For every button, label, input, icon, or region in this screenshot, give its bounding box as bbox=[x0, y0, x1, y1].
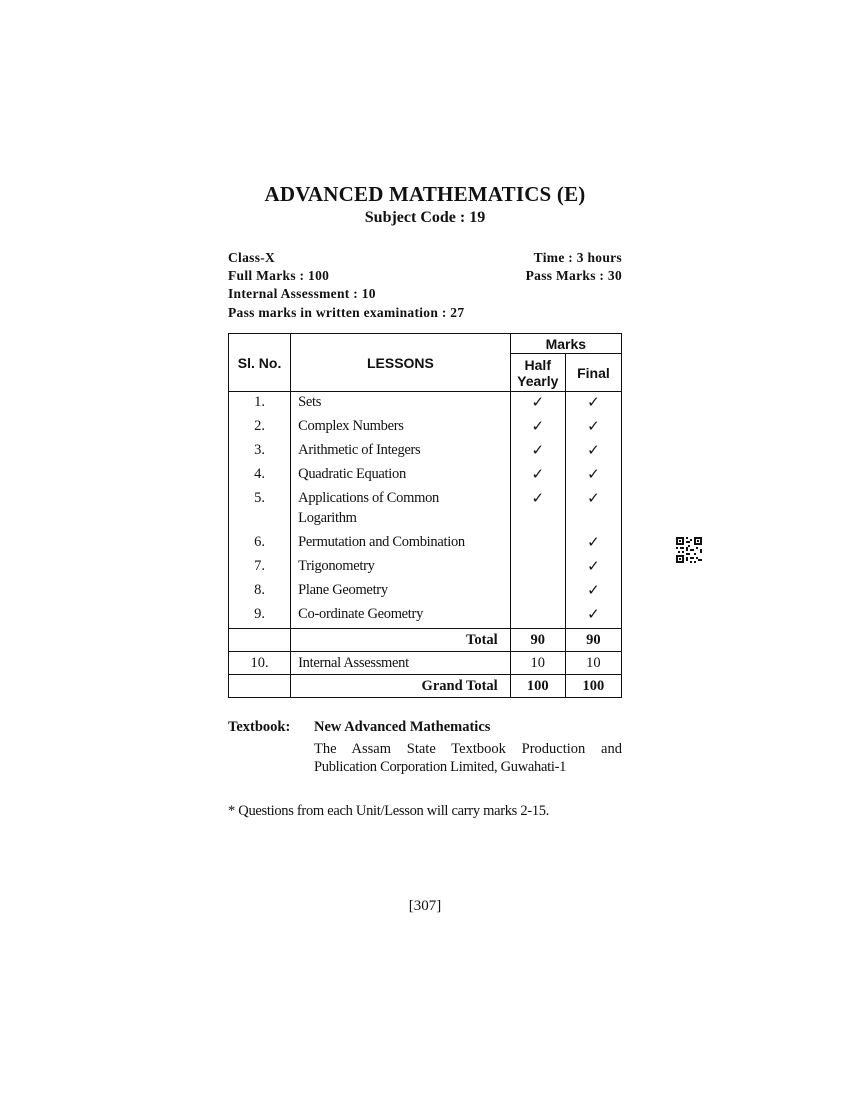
total-half-yearly: 90 bbox=[510, 629, 565, 652]
textbook-title: New Advanced Mathematics bbox=[314, 719, 491, 735]
row-number: 8. bbox=[229, 580, 291, 604]
lesson-name: Co-ordinate Geometry bbox=[291, 604, 511, 629]
total-final: 90 bbox=[565, 629, 621, 652]
header-half-yearly-line1: Half bbox=[524, 356, 551, 373]
internal-half-yearly: 10 bbox=[510, 652, 565, 675]
half-yearly-check-icon: ✓ bbox=[510, 416, 565, 440]
class-label: Class-X bbox=[228, 250, 276, 265]
final-check-icon: ✓ bbox=[565, 580, 621, 604]
header-sl-no: Sl. No. bbox=[229, 334, 291, 392]
grand-total-half-yearly: 100 bbox=[510, 675, 565, 698]
qr-code-icon bbox=[676, 537, 702, 563]
header-half-yearly-line2: Yearly bbox=[517, 372, 559, 389]
header-final: Final bbox=[565, 354, 621, 392]
lesson-name: Trigonometry bbox=[291, 556, 511, 580]
final-check-icon: ✓ bbox=[565, 604, 621, 629]
grand-total-final: 100 bbox=[565, 675, 621, 698]
total-label: Total bbox=[291, 629, 511, 652]
final-check-icon: ✓ bbox=[565, 440, 621, 464]
lesson-name bbox=[291, 488, 511, 532]
row-number: 7. bbox=[229, 556, 291, 580]
final-check-icon: ✓ bbox=[565, 556, 621, 580]
lesson-name-line2: Logarithm bbox=[298, 510, 357, 526]
subject-code: Subject Code : 19 bbox=[364, 209, 486, 226]
lesson-name: Complex Numbers bbox=[291, 416, 511, 440]
meta-row-1 bbox=[228, 250, 622, 266]
row-number: 2. bbox=[229, 416, 291, 440]
total-row bbox=[229, 629, 622, 652]
page-number: [307] bbox=[408, 898, 442, 914]
row-number: 5. bbox=[229, 488, 291, 532]
grand-total-row bbox=[229, 675, 622, 698]
row-number: 9. bbox=[229, 604, 291, 629]
time-label: Time : 3 hours bbox=[533, 250, 622, 265]
grand-total-label: Grand Total bbox=[291, 675, 511, 698]
header-lessons: LESSONS bbox=[291, 334, 511, 392]
table-row bbox=[229, 440, 622, 464]
internal-assessment-label: Internal Assessment : 10 bbox=[228, 286, 376, 301]
marks-note: * Questions from each Unit/Lesson will carry marks 2-15. bbox=[228, 803, 550, 819]
internal-assessment-label: Internal Assessment bbox=[291, 652, 511, 675]
table-row bbox=[229, 556, 622, 580]
publisher-line-1: The Assam State Textbook Production and bbox=[314, 741, 622, 757]
full-marks-label: Full Marks : 100 bbox=[228, 268, 330, 283]
final-check-icon: ✓ bbox=[565, 464, 621, 488]
lesson-name: Permutation and Combination bbox=[291, 532, 511, 556]
lesson-name-line1: Applications of Common bbox=[298, 490, 439, 506]
row-number: 10. bbox=[229, 652, 291, 675]
lesson-name: Arithmetic of Integers bbox=[291, 440, 511, 464]
half-yearly-check-icon: ✓ bbox=[510, 488, 565, 532]
internal-assessment-row bbox=[229, 652, 622, 675]
pass-marks-label: Pass Marks : 30 bbox=[525, 268, 622, 283]
half-yearly-check-icon: ✓ bbox=[510, 392, 565, 417]
row-number: 4. bbox=[229, 464, 291, 488]
marks-table bbox=[228, 333, 622, 698]
header-marks: Marks bbox=[510, 334, 621, 354]
table-row bbox=[229, 416, 622, 440]
internal-final: 10 bbox=[565, 652, 621, 675]
lesson-name: Sets bbox=[291, 392, 511, 417]
final-check-icon: ✓ bbox=[565, 416, 621, 440]
half-yearly-check-icon: ✓ bbox=[510, 464, 565, 488]
grand-total-empty-cell bbox=[229, 675, 291, 698]
half-yearly-check-icon bbox=[510, 556, 565, 580]
lesson-name: Quadratic Equation bbox=[291, 464, 511, 488]
table-row bbox=[229, 392, 622, 417]
table-row bbox=[229, 464, 622, 488]
final-check-icon: ✓ bbox=[565, 532, 621, 556]
half-yearly-check-icon bbox=[510, 532, 565, 556]
pass-written-label: Pass marks in written examination : 27 bbox=[228, 305, 465, 320]
document-title: ADVANCED MATHEMATICS (E) bbox=[264, 182, 586, 206]
textbook-label: Textbook: bbox=[228, 719, 291, 735]
table-row bbox=[229, 532, 622, 556]
half-yearly-check-icon bbox=[510, 604, 565, 629]
meta-row-4 bbox=[228, 305, 622, 321]
row-number: 6. bbox=[229, 532, 291, 556]
publisher-line-2: Publication Corporation Limited, Guwahati-1 bbox=[314, 759, 567, 775]
final-check-icon: ✓ bbox=[565, 392, 621, 417]
table-row bbox=[229, 488, 622, 532]
row-number: 3. bbox=[229, 440, 291, 464]
meta-row-3 bbox=[228, 286, 622, 302]
header-half-yearly bbox=[510, 354, 565, 392]
meta-row-2 bbox=[228, 268, 622, 284]
half-yearly-check-icon: ✓ bbox=[510, 440, 565, 464]
row-number: 1. bbox=[229, 392, 291, 417]
table-row bbox=[229, 580, 622, 604]
half-yearly-check-icon bbox=[510, 580, 565, 604]
final-check-icon: ✓ bbox=[565, 488, 621, 532]
table-row bbox=[229, 604, 622, 629]
total-empty-cell bbox=[229, 629, 291, 652]
lesson-name: Plane Geometry bbox=[291, 580, 511, 604]
